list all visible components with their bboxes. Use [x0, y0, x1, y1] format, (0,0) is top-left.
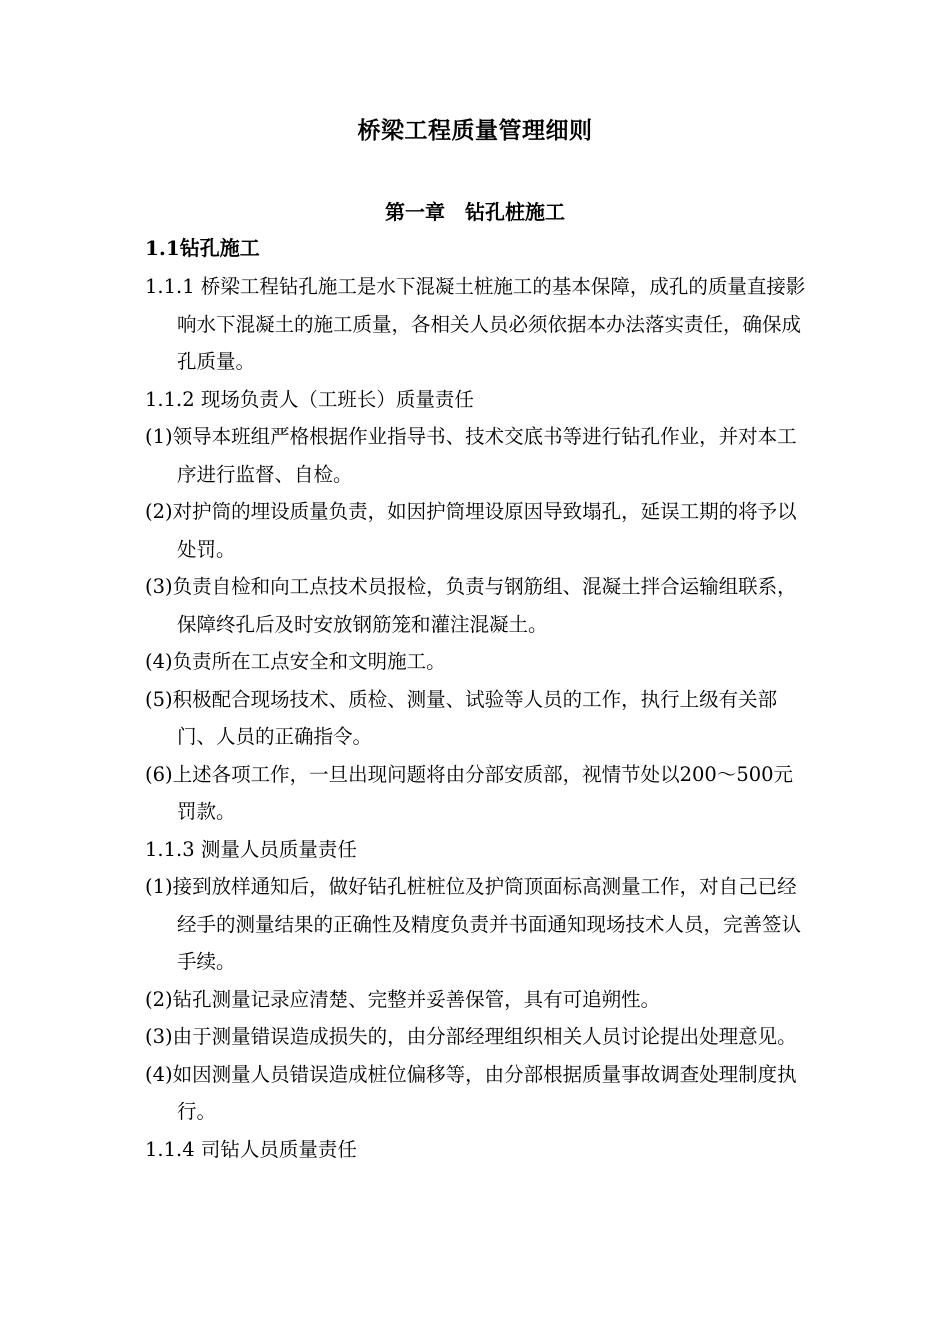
list-item: (3)由于测量错误造成损失的，由分部经理组织相关人员讨论提出处理意见。 [145, 1025, 797, 1048]
document-title: 桥梁工程质量管理细则 [357, 117, 593, 144]
list-item: (2)对护筒的埋设质量负责，如因护筒埋设原因导致塌孔，延误工期的将予以处罚。 [145, 500, 797, 561]
list-item: (2)钻孔测量记录应清楚、完整并妥善保管，具有可追朔性。 [145, 987, 661, 1011]
chapter-title: 第一章 钻孔桩施工 [385, 200, 565, 224]
list-item: (3)负责自检和向工点技术员报检，负责与钢筋组、混凝土拌合运输组联系，保障终孔后及时安放钢筋笼和灌注混凝土。 [145, 575, 797, 636]
document-body [145, 268, 810, 1168]
list-item: (6)上述各项工作，一旦出现问题将由分部安质部，视情节处以200～500元罚款。 [145, 762, 794, 823]
section-title: 1.1钻孔施工 [145, 236, 260, 260]
subsection-heading-1-1-4: 1.1.4 司钻人员质量责任 [145, 1137, 357, 1161]
list-item: (5)积极配合现场技术、质检、测量、试验等人员的工作，执行上级有关部门、人员的正确指令。 [145, 687, 778, 748]
subsection-heading-1-1-2: 1.1.2 现场负责人（工班长）质量责任 [145, 387, 474, 411]
list-item: (1)领导本班组严格根据作业指导书、技术交底书等进行钻孔作业，并对本工序进行监督、自检。 [145, 425, 797, 486]
list-item: (1)接到放样通知后，做好钻孔桩桩位及护筒顶面标高测量工作，对自己已经经手的测量结果的正确性及精度负责并书面通知现场技术人员，完善签认手续。 [145, 875, 802, 973]
list-item: (4)如因测量人员错误造成桩位偏移等，由分部根据质量事故调查处理制度执行。 [145, 1062, 797, 1123]
subsection-heading-1-1-3: 1.1.3 测量人员质量责任 [145, 837, 357, 861]
paragraph-1-1-1: 1.1.1 桥梁工程钻孔施工是水下混凝土桩施工的基本保障，成孔的质量直接影响水下混凝土的施工质量，各相关人员必须依据本办法落实责任，确保成孔质量。 [145, 275, 806, 373]
list-item: (4)负责所在工点安全和文明施工。 [145, 650, 446, 673]
